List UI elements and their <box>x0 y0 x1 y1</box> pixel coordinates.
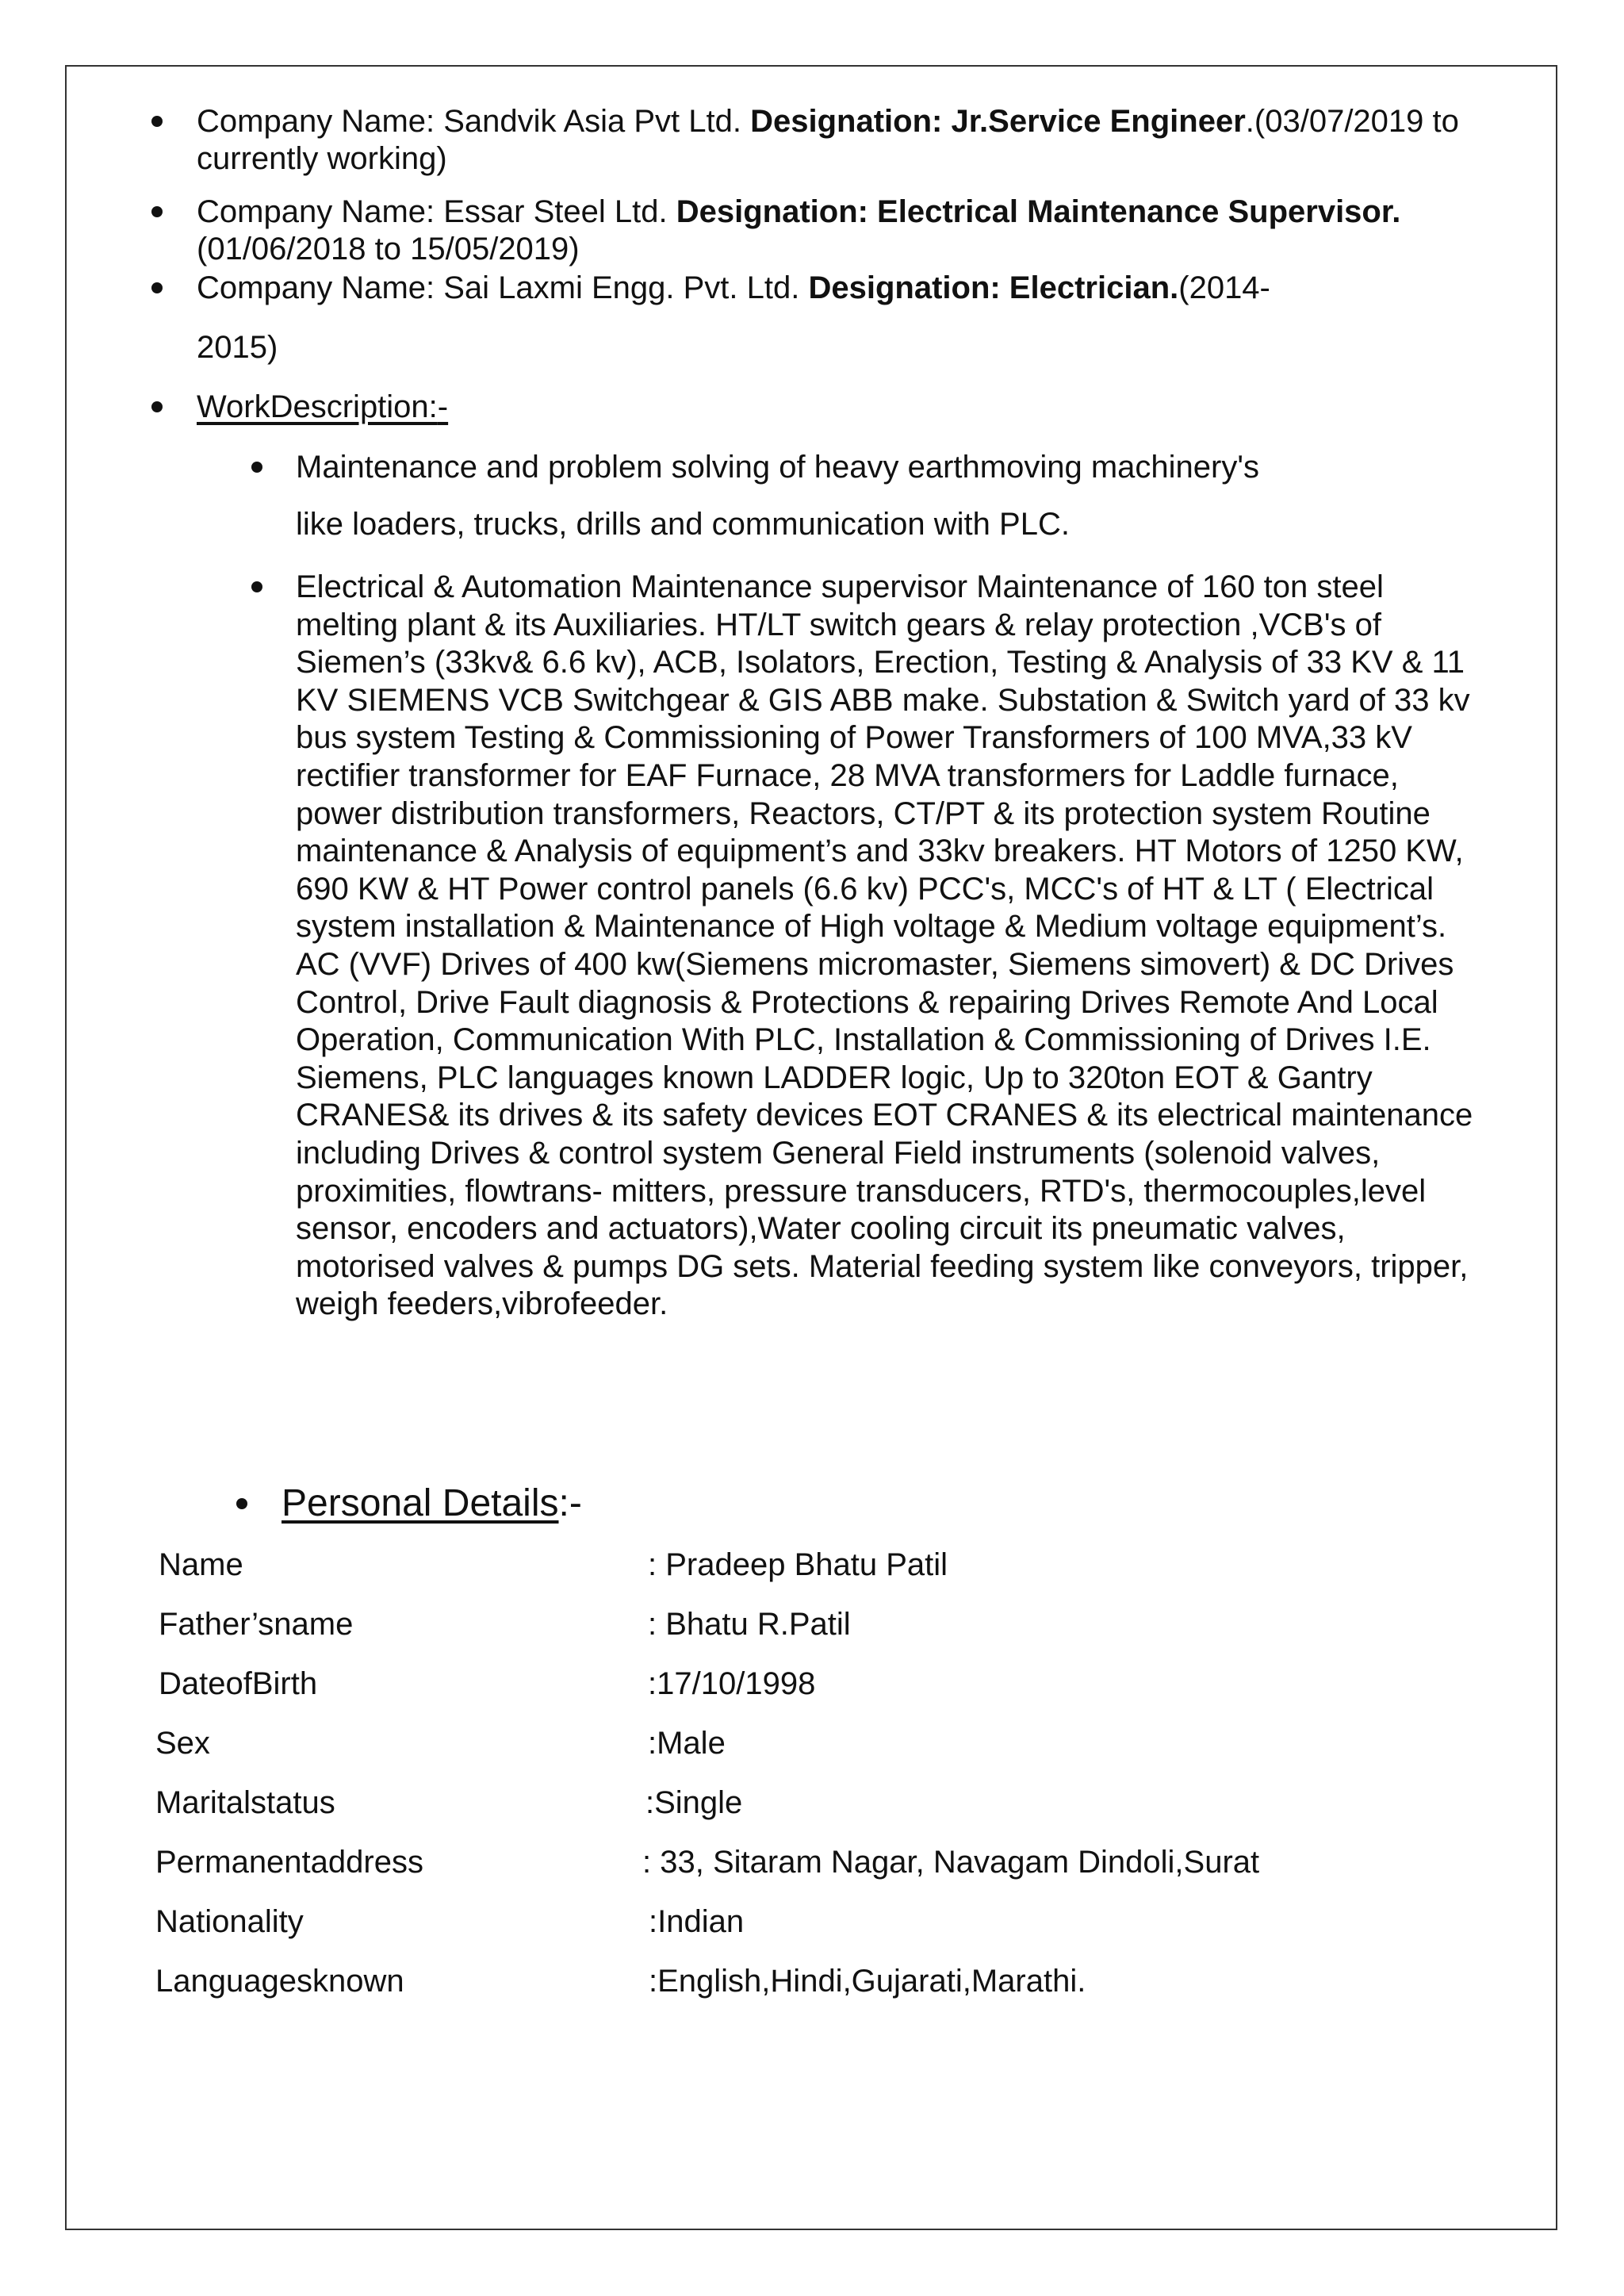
detail-value: :Indian <box>649 1904 745 1939</box>
work-item-1-line-1: Maintenance and problem solving of heavy earthmoving machinery's <box>296 450 1259 485</box>
detail-value: :17/10/1998 <box>648 1666 816 1701</box>
detail-value: :Single <box>645 1785 743 1820</box>
detail-label: Maritalstatus <box>155 1785 335 1820</box>
designation: Designation: Electrician. <box>808 270 1179 305</box>
detail-value: : Pradeep Bhatu Patil <box>648 1547 948 1582</box>
experience-entry <box>197 194 1400 231</box>
detail-label: Permanentaddress <box>155 1845 423 1880</box>
detail-label: DateofBirth <box>159 1666 318 1701</box>
detail-value: :Male <box>648 1726 726 1761</box>
experience-entry <box>197 103 1459 140</box>
detail-label: Languagesknown <box>155 1964 404 1999</box>
designation: Designation: Jr.Service Engineer <box>750 104 1246 139</box>
bullet-icon <box>251 462 262 473</box>
experience-entry-cont: (01/06/2018 to 15/05/2019) <box>197 232 580 266</box>
company-name: Company Name: Sai Laxmi Engg. Pvt. Ltd. <box>197 270 809 305</box>
detail-label: Father’sname <box>159 1607 354 1642</box>
detail-value: :English,Hindi,Gujarati,Marathi. <box>649 1964 1086 1999</box>
detail-label: Name <box>159 1547 243 1582</box>
work-item-2: Electrical & Automation Maintenance supervisor Maintenance of 160 ton steel melting plant & its Auxiliaries. HT/LT switch gears & relay protection ,VCB's of Siemen’s (33kv& 6.6 kv), ACB, Isolators, Erection, Testing & Analysis of 33 KV & 11 KV SIEMENS VCB Switchgear & GIS ABB make. Substation & Switch yard of 33 kv bus system Testing & Commissioning of Power Transformers of 100 MVA,33 kV rectifier transformer for EAF Furnace, 28 MVA transformers for Laddle furnace, power distribution transformers, Reactors, CT/PT & its protection system Routine maintenance & Analysis of equipment’s and 33kv breakers. HT Motors of 1250 KW, 690 KW & HT Power control panels (6.6 kv) PCC's, MCC's of HT & LT ( Electrical system installation & Maintenance of High voltage & Medium voltage equipment’s. AC (VVF) Drives of 400 kw(Siemens micromaster, Siemens simovert) & DC Drives Control, Drive Fault diagnosis & Protections & repairing Drives Remote And Local Operation, Communication With PLC, Installation & Commissioning of Drives I.E. Siemens, PLC languages known LADDER logic, Up to 320ton EOT & Gantry CRANES& its drives & its safety devices EOT CRANES & its electrical maintenance including Drives & control system General Field instruments (solenoid valves, proximities, flowtrans- mitters, pressure transducers, RTD's, thermocouples,level sensor, encoders and actuators),Water cooling circuit its pneumatic valves, motorised valves & pumps DG sets. Material feeding system like conveyors, tripper, weigh feeders,vibrofeeder. <box>296 569 1473 1322</box>
company-name: Company Name: Sandvik Asia Pvt Ltd. <box>197 104 751 139</box>
period: .(03/07/2019 to <box>1245 104 1459 139</box>
experience-entry-cont: currently working) <box>197 141 447 176</box>
detail-label: Sex <box>155 1726 210 1761</box>
personal-details-heading: Personal Details:- <box>282 1482 582 1524</box>
bullet-icon <box>151 116 163 127</box>
detail-label: Nationality <box>155 1904 304 1939</box>
bullet-icon <box>151 206 163 217</box>
bullet-icon <box>251 581 262 592</box>
detail-value: : Bhatu R.Patil <box>648 1607 851 1642</box>
bullet-icon <box>151 282 163 293</box>
work-item-1-line-2: like loaders, trucks, drills and communication with PLC. <box>296 507 1070 542</box>
detail-value: : 33, Sitaram Nagar, Navagam Dindoli,Surat <box>642 1845 1260 1880</box>
company-name: Company Name: Essar Steel Ltd. <box>197 194 676 229</box>
experience-entry <box>197 270 1270 307</box>
work-description-heading: WorkDescription:- <box>197 389 449 424</box>
bullet-icon <box>151 401 163 412</box>
period: (2014- <box>1178 270 1270 305</box>
designation: Designation: Electrical Maintenance Supervisor. <box>676 194 1401 229</box>
bullet-icon <box>236 1498 247 1509</box>
experience-entry-cont: 2015) <box>197 330 278 365</box>
